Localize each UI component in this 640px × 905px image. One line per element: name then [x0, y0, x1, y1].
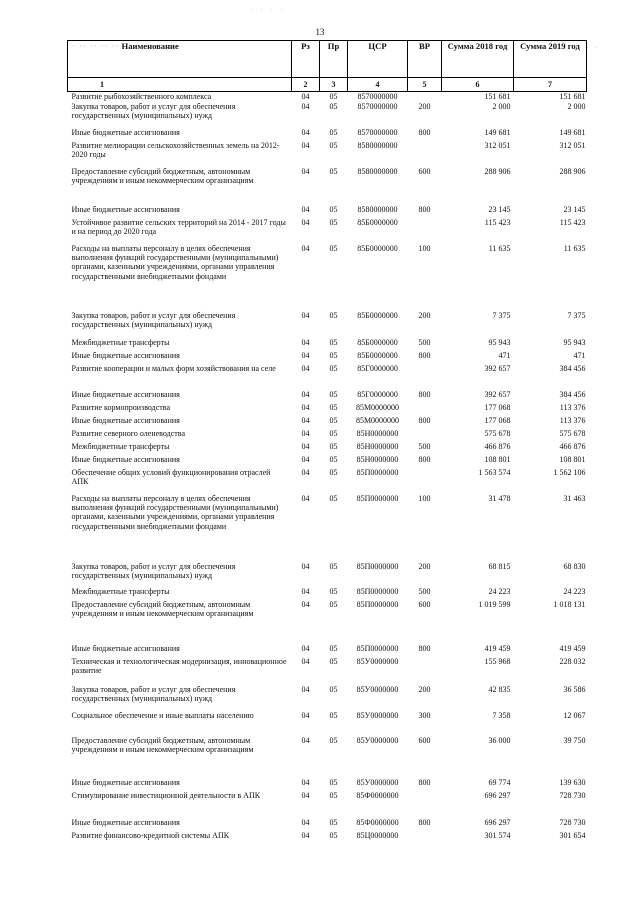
row-name: Стимулирование инвестиционной деятельности в АПК — [71, 790, 261, 800]
row-pr: 05 — [329, 454, 338, 464]
row-sum-2018: 696 297 — [484, 790, 511, 800]
col-number: 4 — [348, 78, 408, 92]
row-csr: 85П0000000 — [356, 561, 399, 571]
row-name: Техническая и технологическая модернизация, инновационное развитие — [71, 656, 287, 675]
row-name: Иные бюджетные ассигнования — [71, 127, 180, 137]
row-rz: 04 — [301, 643, 310, 653]
row-vr: 500 — [418, 441, 431, 451]
table-row — [68, 818, 587, 831]
header-row — [68, 41, 587, 78]
table-row — [68, 468, 587, 494]
row-sum-2018: 471 — [498, 350, 511, 360]
row-name: Иные бюджетные ассигнования — [71, 777, 180, 787]
row-name: Развитие северного оленеводства — [71, 428, 185, 438]
row-sum-2019: 115 423 — [559, 217, 586, 227]
table-row — [68, 429, 587, 442]
row-vr: 600 — [418, 166, 431, 176]
row-vr — [408, 468, 442, 494]
row-vr — [408, 831, 442, 844]
row-pr: 05 — [329, 92, 338, 101]
row-sum-2018: 392 657 — [484, 389, 511, 399]
row-csr: 85Б0000000 — [357, 310, 398, 320]
row-sum-2019: 288 906 — [559, 166, 586, 176]
table-row — [68, 562, 587, 587]
row-rz: 04 — [301, 140, 310, 150]
row-csr: 8570000000 — [357, 92, 398, 101]
row-sum-2018: 23 145 — [488, 204, 511, 214]
row-vr: 800 — [418, 777, 431, 787]
row-sum-2019: 68 830 — [563, 561, 586, 571]
row-rz: 04 — [301, 441, 310, 451]
row-csr: 85М0000000 — [355, 415, 400, 425]
row-sum-2019: 1 562 106 — [553, 467, 586, 477]
row-csr: 8570000000 — [357, 127, 398, 137]
row-name: Расходы на выплаты персоналу в целях обеспечения выполнения функций государственными (муниципальными) органами, казенными учреждениями, органами управления государственными внебюджетными фондами — [71, 243, 279, 281]
row-sum-2018: 288 906 — [484, 166, 511, 176]
row-csr: 85Н0000000 — [356, 441, 399, 451]
row-rz: 04 — [301, 204, 310, 214]
row-rz: 04 — [301, 389, 310, 399]
col-number: 1 — [68, 78, 292, 92]
row-rz: 04 — [301, 127, 310, 137]
header-sum2018: Сумма 2018 год — [442, 41, 514, 78]
row-name: Закупка товаров, работ и услуг для обеспечения государственных (муниципальных) нужд — [71, 310, 236, 329]
header-name — [68, 41, 292, 78]
table-row — [68, 736, 587, 778]
row-name: Закупка товаров, работ и услуг для обеспечения государственных (муниципальных) нужд — [71, 561, 236, 580]
row-pr: 05 — [329, 777, 338, 787]
row-sum-2018: 24 223 — [488, 586, 511, 596]
header-csr: ЦСР — [348, 41, 408, 78]
header-pr: Пр — [320, 41, 348, 78]
row-name: Развитие кооперации и малых форм хозяйствования на селе — [71, 363, 276, 373]
row-sum-2019: 36 586 — [563, 684, 586, 694]
row-csr: 85П0000000 — [356, 493, 399, 503]
row-csr: 8580000000 — [357, 166, 398, 176]
row-csr: 85Ц0000000 — [356, 830, 399, 840]
row-pr: 05 — [329, 561, 338, 571]
row-pr: 05 — [329, 140, 338, 150]
row-name: Обеспечение общих условий функционирования отраслей АПК — [71, 467, 271, 486]
row-sum-2019: 113 376 — [559, 415, 586, 425]
row-pr: 05 — [329, 310, 338, 320]
row-sum-2018: 392 657 — [484, 363, 511, 373]
row-name: Закупка товаров, работ и услуг для обеспечения государственных (муниципальных) нужд — [71, 101, 236, 120]
row-vr: 800 — [418, 204, 431, 214]
row-name: Иные бюджетные ассигнования — [71, 454, 180, 464]
table-row — [68, 791, 587, 818]
row-rz: 04 — [301, 101, 310, 111]
row-pr: 05 — [329, 467, 338, 477]
row-pr: 05 — [329, 389, 338, 399]
row-sum-2018: 2 000 — [492, 101, 511, 111]
row-rz: 04 — [301, 350, 310, 360]
row-csr: 8570000000 — [357, 101, 398, 111]
table-row — [68, 167, 587, 205]
row-name: Предоставление субсидий бюджетным, автономным учреждениям и иным некоммерческим организациям — [71, 599, 254, 618]
row-vr: 200 — [418, 101, 431, 111]
row-rz: 04 — [301, 656, 310, 666]
row-sum-2019: 384 456 — [559, 363, 586, 373]
table-row — [68, 685, 587, 711]
row-vr — [408, 141, 442, 167]
row-sum-2019: 228 032 — [559, 656, 586, 666]
row-vr — [408, 403, 442, 416]
table-row — [68, 338, 587, 351]
row-name: Развитие кормопроизводства — [71, 402, 171, 412]
row-vr: 100 — [418, 243, 431, 253]
row-sum-2018: 7 358 — [492, 710, 511, 720]
row-sum-2019: 108 801 — [559, 454, 586, 464]
budget-table — [67, 40, 587, 844]
table-row — [68, 244, 587, 311]
row-sum-2018: 696 297 — [484, 817, 511, 827]
row-pr: 05 — [329, 350, 338, 360]
row-vr — [408, 429, 442, 442]
col-number: 3 — [320, 78, 348, 92]
row-pr: 05 — [329, 830, 338, 840]
row-pr: 05 — [329, 402, 338, 412]
header-rz: Рз — [292, 41, 320, 78]
row-sum-2018: 1 563 574 — [478, 467, 511, 477]
row-csr: 85У0000000 — [356, 656, 399, 666]
row-sum-2019: 149 681 — [559, 127, 586, 137]
row-vr: 200 — [418, 561, 431, 571]
row-sum-2018: 575 678 — [484, 428, 511, 438]
row-rz: 04 — [301, 735, 310, 745]
table-row — [68, 600, 587, 644]
row-csr: 85Г0000000 — [357, 363, 398, 373]
row-rz: 04 — [301, 790, 310, 800]
row-name: Социальное обеспечение и иные выплаты населению — [71, 710, 254, 720]
row-csr: 85Ф0000000 — [356, 817, 399, 827]
row-pr: 05 — [329, 243, 338, 253]
row-csr: 85М0000000 — [355, 402, 400, 412]
row-rz: 04 — [301, 243, 310, 253]
row-sum-2018: 95 943 — [488, 337, 511, 347]
table-row — [68, 128, 587, 141]
row-rz: 04 — [301, 710, 310, 720]
row-pr: 05 — [329, 656, 338, 666]
row-pr: 05 — [329, 217, 338, 227]
row-rz: 04 — [301, 310, 310, 320]
row-pr: 05 — [329, 428, 338, 438]
row-rz: 04 — [301, 467, 310, 477]
table-row — [68, 587, 587, 600]
row-pr: 05 — [329, 735, 338, 745]
table-row — [68, 141, 587, 167]
row-vr: 800 — [418, 127, 431, 137]
row-name: Предоставление субсидий бюджетным, автономным учреждениям и иным некоммерческим организациям — [71, 166, 254, 185]
row-pr: 05 — [329, 599, 338, 609]
row-pr: 05 — [329, 415, 338, 425]
row-name: Развитие финансово-кредитной системы АПК — [71, 830, 230, 840]
row-name: Межбюджетные трансферты — [71, 586, 170, 596]
row-sum-2018: 69 774 — [488, 777, 511, 787]
table-row — [68, 218, 587, 244]
row-rz: 04 — [301, 493, 310, 503]
row-name: Развитие рыбохозяйственного комплекса — [71, 92, 212, 101]
row-sum-2018: 466 876 — [484, 441, 511, 451]
row-name: Иные бюджетные ассигнования — [71, 389, 180, 399]
row-pr: 05 — [329, 643, 338, 653]
row-vr: 800 — [418, 350, 431, 360]
row-csr: 85У0000000 — [356, 710, 399, 720]
table-body — [68, 92, 587, 844]
table-row — [68, 494, 587, 562]
col-number: 5 — [408, 78, 442, 92]
row-rz: 04 — [301, 777, 310, 787]
row-sum-2019: 11 635 — [563, 243, 586, 253]
row-sum-2018: 177 068 — [484, 415, 511, 425]
row-sum-2019: 471 — [573, 350, 586, 360]
row-rz: 04 — [301, 586, 310, 596]
row-pr: 05 — [329, 684, 338, 694]
row-name: Иные бюджетные ассигнования — [71, 817, 180, 827]
row-name: Иные бюджетные ассигнования — [71, 204, 180, 214]
row-sum-2018: 68 815 — [488, 561, 511, 571]
row-sum-2018: 149 681 — [484, 127, 511, 137]
row-vr: 600 — [418, 599, 431, 609]
row-csr: 85У0000000 — [356, 735, 399, 745]
row-vr — [408, 791, 442, 818]
row-name: Иные бюджетные ассигнования — [71, 643, 180, 653]
row-rz: 04 — [301, 402, 310, 412]
row-sum-2018: 108 801 — [484, 454, 511, 464]
row-sum-2018: 115 423 — [484, 217, 511, 227]
page-number: 13 — [315, 27, 325, 37]
row-name: Межбюджетные трансферты — [71, 337, 170, 347]
row-sum-2019: 39 750 — [563, 735, 586, 745]
row-vr — [408, 92, 442, 102]
row-pr: 05 — [329, 441, 338, 451]
row-pr: 05 — [329, 790, 338, 800]
table-row — [68, 364, 587, 390]
row-vr — [408, 364, 442, 390]
table-row — [68, 831, 587, 844]
row-vr: 100 — [418, 493, 431, 503]
table-row — [68, 657, 587, 685]
row-pr: 05 — [329, 586, 338, 596]
table-row — [68, 102, 587, 128]
row-csr: 85Б0000000 — [357, 217, 398, 227]
row-csr: 85П0000000 — [356, 467, 399, 477]
row-sum-2019: 728 730 — [559, 817, 586, 827]
row-csr: 85Б0000000 — [357, 243, 398, 253]
row-vr: 800 — [418, 454, 431, 464]
row-csr: 85Н0000000 — [356, 454, 399, 464]
row-name: Иные бюджетные ассигнования — [71, 415, 180, 425]
col-number: 6 — [442, 78, 514, 92]
row-vr: 800 — [418, 415, 431, 425]
row-pr: 05 — [329, 127, 338, 137]
row-csr: 85Г0000000 — [357, 389, 398, 399]
header-name-label: Наименование — [121, 41, 179, 51]
row-rz: 04 — [301, 217, 310, 227]
row-sum-2018: 312 051 — [484, 140, 511, 150]
table-row — [68, 644, 587, 657]
row-name: Предоставление субсидий бюджетным, автономным учреждениям и иным некоммерческим организациям — [71, 735, 254, 754]
row-sum-2018: 177 068 — [484, 402, 511, 412]
header-sum2019: Сумма 2019 год — [514, 41, 587, 78]
scan-artifact: · · · · — [250, 6, 286, 14]
row-vr: 800 — [418, 389, 431, 399]
row-rz: 04 — [301, 684, 310, 694]
row-name: Развитие мелиорации сельскохозяйственных земель на 2012-2020 годы — [71, 140, 280, 159]
table-row — [68, 205, 587, 218]
row-sum-2019: 466 876 — [559, 441, 586, 451]
row-sum-2019: 95 943 — [563, 337, 586, 347]
table-row — [68, 711, 587, 736]
row-sum-2018: 42 835 — [488, 684, 511, 694]
row-sum-2019: 113 376 — [559, 402, 586, 412]
row-vr: 200 — [418, 310, 431, 320]
row-sum-2019: 7 375 — [567, 310, 586, 320]
row-sum-2019: 139 630 — [559, 777, 586, 787]
row-sum-2019: 1 018 131 — [553, 599, 586, 609]
table-row — [68, 778, 587, 791]
row-rz: 04 — [301, 817, 310, 827]
row-sum-2019: 12 067 — [563, 710, 586, 720]
row-sum-2018: 301 574 — [484, 830, 511, 840]
header-vr: ВР — [408, 41, 442, 78]
row-rz: 04 — [301, 415, 310, 425]
row-sum-2018: 155 968 — [484, 656, 511, 666]
row-pr: 05 — [329, 166, 338, 176]
table-row — [68, 416, 587, 429]
row-pr: 05 — [329, 493, 338, 503]
row-sum-2018: 151 681 — [484, 92, 511, 101]
row-rz: 04 — [301, 363, 310, 373]
row-vr — [408, 657, 442, 685]
row-csr: 8580000000 — [357, 204, 398, 214]
row-name: Устойчивое развитие сельских территорий на 2014 - 2017 годы и на период до 2020 года — [71, 217, 286, 236]
row-sum-2019: 31 463 — [563, 493, 586, 503]
row-sum-2019: 419 459 — [559, 643, 586, 653]
row-vr: 500 — [418, 337, 431, 347]
row-sum-2019: 24 223 — [563, 586, 586, 596]
table-row — [68, 403, 587, 416]
row-name: Межбюджетные трансферты — [71, 441, 170, 451]
row-csr: 85Ф0000000 — [356, 790, 399, 800]
row-vr: 300 — [418, 710, 431, 720]
row-rz: 04 — [301, 337, 310, 347]
row-sum-2019: 575 678 — [559, 428, 586, 438]
row-sum-2019: 312 051 — [559, 140, 586, 150]
table-row — [68, 390, 587, 403]
row-name: Закупка товаров, работ и услуг для обеспечения государственных (муниципальных) нужд — [71, 684, 236, 703]
row-sum-2018: 11 635 — [488, 243, 511, 253]
row-rz: 04 — [301, 454, 310, 464]
row-csr: 85У0000000 — [356, 777, 399, 787]
row-name: Расходы на выплаты персоналу в целях обеспечения выполнения функций государственными (муниципальными) органами, казенными учреждениями, органами управления государственными внебюджетными фондами — [71, 493, 279, 531]
row-name: Иные бюджетные ассигнования — [71, 350, 180, 360]
row-pr: 05 — [329, 710, 338, 720]
row-vr: 200 — [418, 684, 431, 694]
row-sum-2018: 31 478 — [488, 493, 511, 503]
table-row — [68, 92, 587, 102]
row-pr: 05 — [329, 101, 338, 111]
row-csr: 85Б0000000 — [357, 337, 398, 347]
row-rz: 04 — [301, 599, 310, 609]
row-pr: 05 — [329, 337, 338, 347]
row-rz: 04 — [301, 166, 310, 176]
row-sum-2019: 23 145 — [563, 204, 586, 214]
row-sum-2018: 419 459 — [484, 643, 511, 653]
table-row — [68, 442, 587, 455]
table-row — [68, 455, 587, 468]
row-csr: 85П0000000 — [356, 599, 399, 609]
row-sum-2019: 728 730 — [559, 790, 586, 800]
row-sum-2019: 2 000 — [567, 101, 586, 111]
row-csr: 85Н0000000 — [356, 428, 399, 438]
row-pr: 05 — [329, 204, 338, 214]
row-vr: 800 — [418, 817, 431, 827]
row-csr: 85П0000000 — [356, 586, 399, 596]
row-rz: 04 — [301, 92, 310, 101]
header-ghost-text: · ·· ·· ·· ·· — [72, 41, 120, 51]
row-rz: 04 — [301, 428, 310, 438]
row-sum-2019: 384 456 — [559, 389, 586, 399]
col-number: 2 — [292, 78, 320, 92]
scan-artifact: · · — [586, 44, 599, 52]
row-rz: 04 — [301, 561, 310, 571]
row-pr: 05 — [329, 363, 338, 373]
row-sum-2018: 7 375 — [492, 310, 511, 320]
row-csr: 8580000000 — [357, 140, 398, 150]
row-vr: 800 — [418, 643, 431, 653]
row-vr: 500 — [418, 586, 431, 596]
column-number-row — [68, 78, 587, 92]
table-row — [68, 311, 587, 338]
row-csr: 85У0000000 — [356, 684, 399, 694]
col-number: 7 — [514, 78, 587, 92]
row-rz: 04 — [301, 830, 310, 840]
row-vr: 600 — [418, 735, 431, 745]
table-row — [68, 351, 587, 364]
row-sum-2019: 301 654 — [559, 830, 586, 840]
row-sum-2018: 36 000 — [488, 735, 511, 745]
row-pr: 05 — [329, 817, 338, 827]
row-csr: 85П0000000 — [356, 643, 399, 653]
row-csr: 85Б0000000 — [357, 350, 398, 360]
row-sum-2018: 1 019 599 — [478, 599, 511, 609]
row-vr — [408, 218, 442, 244]
row-sum-2019: 151 681 — [559, 92, 586, 101]
